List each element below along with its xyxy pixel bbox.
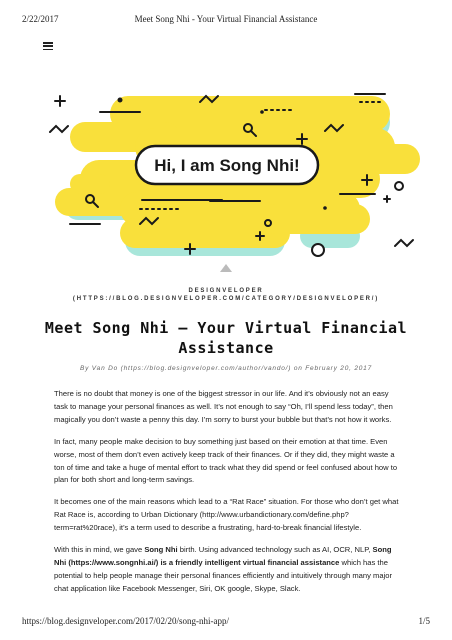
speech-bubble-text: Hi, I am Song Nhi!: [154, 156, 300, 175]
post-byline: By Van Do (https://blog.designveloper.com/author/vando/) on February 20, 2017: [79, 365, 372, 372]
print-date: 2/22/2017: [22, 14, 59, 24]
p4-text-e: which has the potential to help people manage their personal finances efficiently and intuitively through many major chat application like Facebook Messenger, Siri, OK google, Skype, Slack.: [54, 557, 392, 593]
article-paragraph-3: It becomes one of the main reasons which lead to a “Rat Race” situation. For those who don’t get what Rat Race is, according to Urban Dictionary (http://www.urbandictionary.com/define.php?term=rat%20race), it’s a term used to describe a frustrating, hard-to-break financial lifestyle.: [54, 497, 399, 533]
song-nhi-link[interactable]: Song Nhi (https://www.songnhi.ai/) is a friendly intelligent virtual financial assistance: [54, 545, 392, 567]
category-name: DESIGNVELOPER: [188, 288, 264, 294]
print-url: https://blog.designveloper.com/2017/02/20/song-nhi-app/: [22, 616, 229, 626]
article-body: [54, 388, 404, 605]
category-url: (HTTPS://BLOG.DESIGNVELOPER.COM/CATEGORY/DESIGNVELOPER/): [72, 296, 380, 302]
article-paragraph-4: [54, 544, 404, 596]
hamburger-menu-icon[interactable]: [43, 42, 53, 52]
scroll-up-icon: [220, 264, 232, 272]
category-link[interactable]: [0, 287, 452, 303]
print-header: [0, 14, 452, 26]
p4-text-c: birth. Using advanced technology such as AI, OCR, NLP,: [177, 545, 373, 555]
article-paragraph-2: In fact, many people make decision to buy something just based on their emotion at that time. Even worse, most of them don’t even actively keep track of their finances. Or if they did, they might waste a ton of time and take a huge of mental effort to track what they did spend or feel confused about how to plan for both short and long-term savings.: [54, 436, 398, 485]
print-title: Meet Song Nhi - Your Virtual Financial Assistance: [134, 14, 318, 24]
print-page-count: 1/5: [418, 616, 430, 626]
article-paragraph-1: There is no doubt that money is one of the biggest stressor in our life. And it’s obviously not an easy task to manage your personal finances as well. It’s not enough to say “Oh, I’ll spend less today”, then magically you don’t waste a penny this day. I’m sorry to burst your bubble but that’s not how it works.: [54, 389, 393, 424]
p4-text-a: With this in mind, we gave: [54, 545, 145, 555]
post-title: Meet Song Nhi – Your Virtual Financial Assistance: [44, 319, 408, 357]
hero-illustration: [0, 74, 452, 274]
song-nhi-name: Song Nhi: [144, 545, 178, 555]
